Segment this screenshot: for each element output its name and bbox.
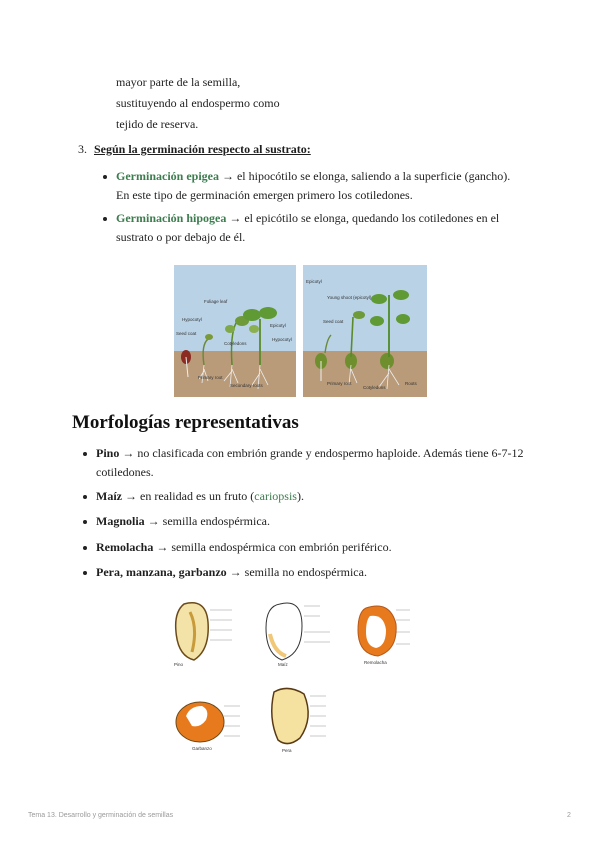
morphologies-heading: Morfologías representativas (72, 412, 299, 433)
description: → el hipocótilo se elonga, saliendo a la superficie (gancho). En este tipo de germinación emergen primero los cotiledones. (116, 169, 511, 202)
chickpea-seed-diagram (176, 702, 240, 751)
section-3-heading (78, 142, 311, 157)
maize-seed-diagram (266, 603, 330, 667)
epigeal-germination-figure (174, 265, 296, 397)
bullet-icon (83, 452, 87, 456)
caption: Pera (282, 748, 292, 753)
text-line: mayor parte de la semilla, (116, 75, 241, 89)
seed-morphology-figure (170, 598, 440, 760)
cariopsis-link[interactable]: cariopsis (254, 489, 297, 503)
hypogeal-germination-figure (303, 265, 427, 397)
fig-label: Epicotyl (306, 279, 322, 284)
pear-seed-diagram (272, 688, 326, 753)
bullet-icon (83, 520, 87, 524)
description: ). (296, 489, 304, 503)
epigea-item (116, 167, 526, 205)
fig-label: Primary root (327, 381, 352, 386)
fig-label: Epicotyl (270, 323, 286, 328)
term: Maíz (96, 489, 122, 503)
fig-label: Roots (405, 381, 417, 386)
fig-label: Cotyledons (363, 385, 386, 390)
term: Germinación epigea (116, 169, 219, 183)
bullet-icon (83, 546, 87, 550)
fig-label: Foliage leaf (204, 299, 228, 304)
term: Remolacha (96, 540, 154, 554)
bullet-icon (103, 175, 107, 179)
magnolia-item (96, 512, 536, 531)
description: → semilla endospérmica. (144, 514, 270, 528)
fig-label: Cotyledons (224, 341, 247, 346)
caption: Pino (174, 662, 184, 667)
bullet-icon (103, 217, 107, 221)
fig-label: Seed coat (176, 331, 197, 336)
pino-item (96, 444, 536, 482)
caption: Remolacha (364, 660, 387, 665)
term: Germinación hipogea (116, 211, 227, 225)
continuation-text (116, 72, 280, 135)
beet-seed-diagram (358, 606, 410, 665)
list-number: 3. (78, 142, 87, 156)
fig-label: Young shoot (epicotyl) (327, 295, 372, 300)
hipogea-item (116, 209, 526, 247)
fig-label: Hypocotyl (182, 317, 202, 322)
text-line: sustituyendo al endospermo como (116, 96, 280, 110)
page-number: 2 (567, 812, 571, 819)
caption: Maíz (278, 662, 288, 667)
footer-title: Tema 13. Desarrollo y germinación de semillas (28, 812, 174, 819)
term: Pino (96, 446, 120, 460)
fig-label: Primary root (198, 375, 223, 380)
pine-seed-diagram (174, 603, 232, 667)
fig-label: Hypocotyl (272, 337, 292, 342)
pera-item (96, 563, 536, 582)
description: → semilla no endospérmica. (226, 565, 367, 579)
bullet-icon (83, 571, 87, 575)
section-3-title: Según la germinación respecto al sustrato: (94, 142, 311, 156)
bullet-icon (83, 495, 87, 499)
description: → el epicótilo se elonga, quedando los cotiledones en el sustrato o por debajo de él. (116, 211, 500, 244)
remolacha-item (96, 538, 536, 557)
fig-label: Secondary roots (230, 383, 263, 388)
description: → en realidad es un fruto ( (122, 489, 255, 503)
fig-label: Seed coat (323, 319, 344, 324)
maiz-item (96, 487, 536, 506)
text-line: tejido de reserva. (116, 117, 199, 131)
term: Magnolia (96, 514, 145, 528)
description: → no clasificada con embrión grande y endospermo haploide. Además tiene 6-7-12 cotiledones. (96, 446, 524, 479)
description: → semilla endospérmica con embrión periférico. (153, 540, 392, 554)
term: Pera, manzana, garbanzo (96, 565, 227, 579)
caption: Garbanzo (192, 746, 212, 751)
